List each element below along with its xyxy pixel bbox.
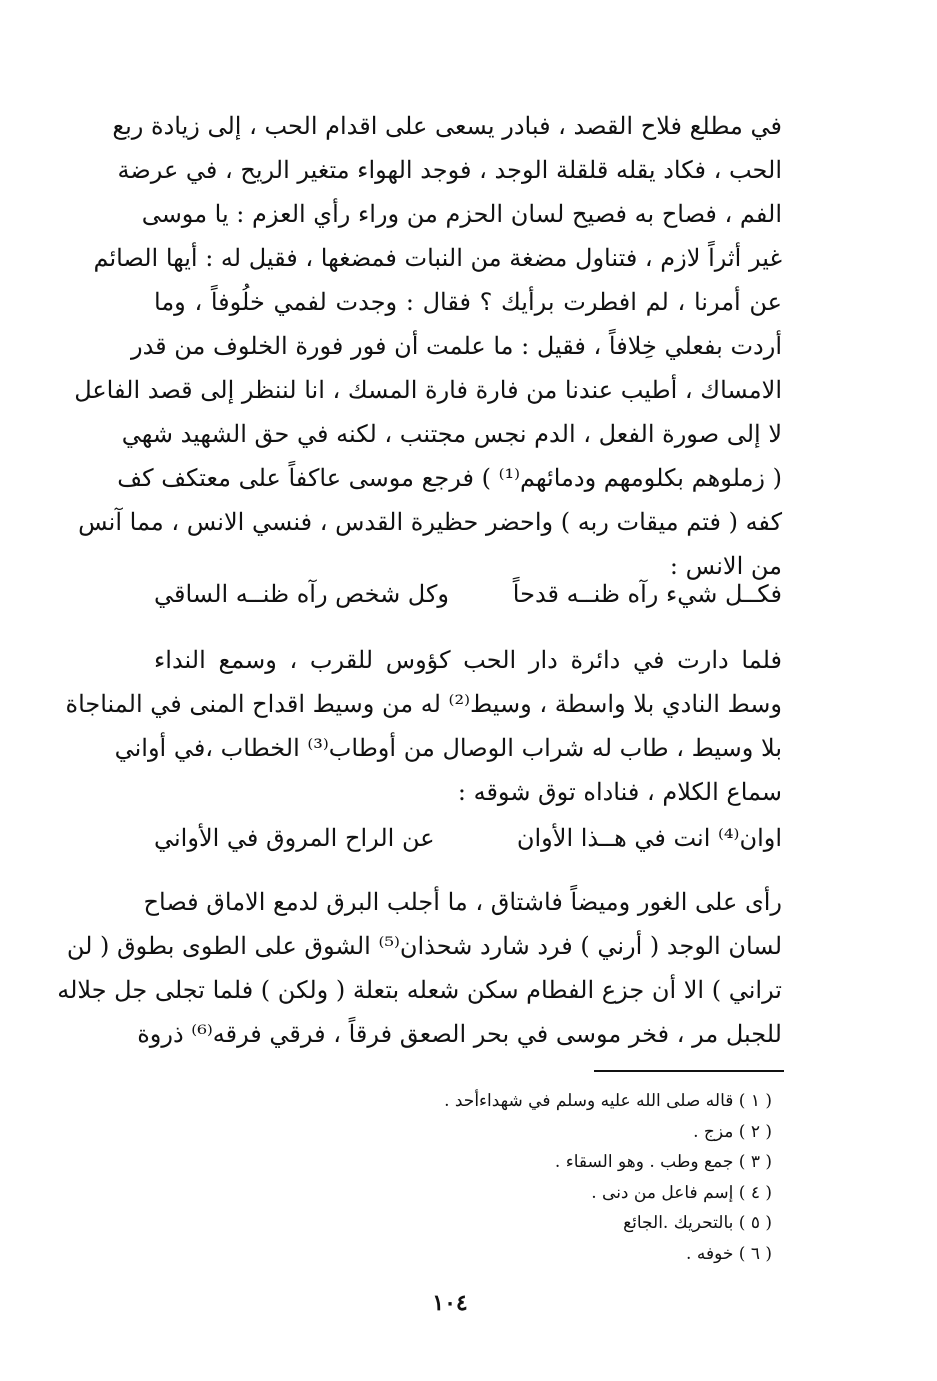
- text-line: الحب ، فكاد يقله قلقلة الوجد ، فوجد الهواء متغير الريح ، في عرضة: [117, 156, 782, 184]
- verse-second-hemistich: وكل شخص رآه ظنــه الساقي: [154, 580, 449, 608]
- text-line: سماع الكلام ، فناداه توق شوقه :: [457, 778, 782, 806]
- text-line: الامساك ، أطيب عندنا من فارة فارة المسك ، انا لننظر إلى قصد الفاعل: [74, 376, 782, 404]
- footnote: ( ٦ ) خوفه .: [686, 1243, 772, 1264]
- text-line: ( زملوهم بكلومهم ودمائهم⁽¹⁾ ) فرجع موسى عاكفاً على معتكف كف: [117, 464, 782, 492]
- text-line: تراني ) الا أن جزع الفطام سكن شعله بتعلة ( ولكن ) فلما تجلى جل جلاله: [57, 976, 782, 1004]
- paragraph-2: [65, 638, 782, 814]
- footnote: ( ١ ) قاله صلى الله عليه وسلم في شهداءأحد .: [444, 1091, 772, 1111]
- text-line: فلما دارت في دائرة دار الحب كؤوس للقرب ، وسمع النداء: [154, 646, 782, 674]
- paragraph-3: [57, 880, 782, 1056]
- footnote: ( ٤ ) إسم فاعل من دنى .: [591, 1182, 772, 1203]
- text-line: لسان الوجد ( أرني ) فرد شارد شحذان⁽⁵⁾ الشوق على الطوى بطوق ( لن: [66, 932, 782, 960]
- text-line: للجبل مر ، فخر موسى في بحر الصعق فرقاً ، فرقي فرقه⁽⁶⁾ ذروة: [137, 1020, 782, 1048]
- footnote: ( ٥ ) بالتحريك .الجائع: [623, 1213, 772, 1233]
- text-line: عن أمرنا ، لم افطرت برأيك ؟ فقال : وجدت لفمي خلُوفاً ، وما: [154, 288, 782, 316]
- text-line: غير أثراً لازم ، فتناول مضغة من النبات فمضغها ، فقيل له : أيها الصائم: [93, 244, 782, 272]
- text-line: في مطلع فلاح القصد ، فبادر يسعى على اقدام الحب ، إلى زيادة ربع: [112, 112, 782, 140]
- text-line: لا إلى صورة الفعل ، الدم نجس مجتنب ، لكنه في حق الشهيد شهي: [121, 420, 782, 448]
- footnote: ( ٣ ) جمع وطب . وهو السقاء .: [554, 1152, 772, 1172]
- text-line: رأى على الغور وميضاً فاشتاق ، ما أجلب البرق لدمع الاماق فصاح: [143, 888, 782, 916]
- text-line: وسط النادي بلا واسطة ، وسيط⁽²⁾ له من وسيط اقداح المنى في المناجاة: [65, 690, 782, 718]
- paragraph-1: [74, 104, 782, 588]
- text-line: الفم ، فصاح به فصيح لسان الحزم من وراء رأي العزم : يا موسى: [141, 200, 782, 228]
- verse-1: [154, 572, 782, 616]
- verse-first-hemistich: اوان⁽⁴⁾ انت في هــذا الأوان: [516, 824, 782, 852]
- footnote: ( ٢ ) مزج .: [693, 1121, 772, 1142]
- verse-first-hemistich: فكــل شيء رآه ظنــه قدحاً: [512, 580, 782, 608]
- footnote-separator: [594, 1070, 784, 1072]
- text-line: أردت بفعلي خِلافاً ، فقيل : ما علمت أن فور فورة الخلوف من قدر: [130, 332, 782, 360]
- verse-second-hemistich: عن الراح المروق في الأواني: [154, 824, 435, 852]
- text-line: من الانس :: [669, 552, 782, 580]
- verse-2: [154, 816, 782, 860]
- text-line: بلا وسيط ، طاب له شراب الوصال من أوطاب⁽³⁾ الخطاب ،في أواني: [114, 734, 782, 762]
- text-line: كفه ( فتم ميقات ربه ) واحضر حظيرة القدس ، فنسي الانس ، مما آنس: [78, 508, 782, 536]
- page-number: ١٠٤: [432, 1290, 468, 1316]
- footnotes: [352, 1086, 772, 1269]
